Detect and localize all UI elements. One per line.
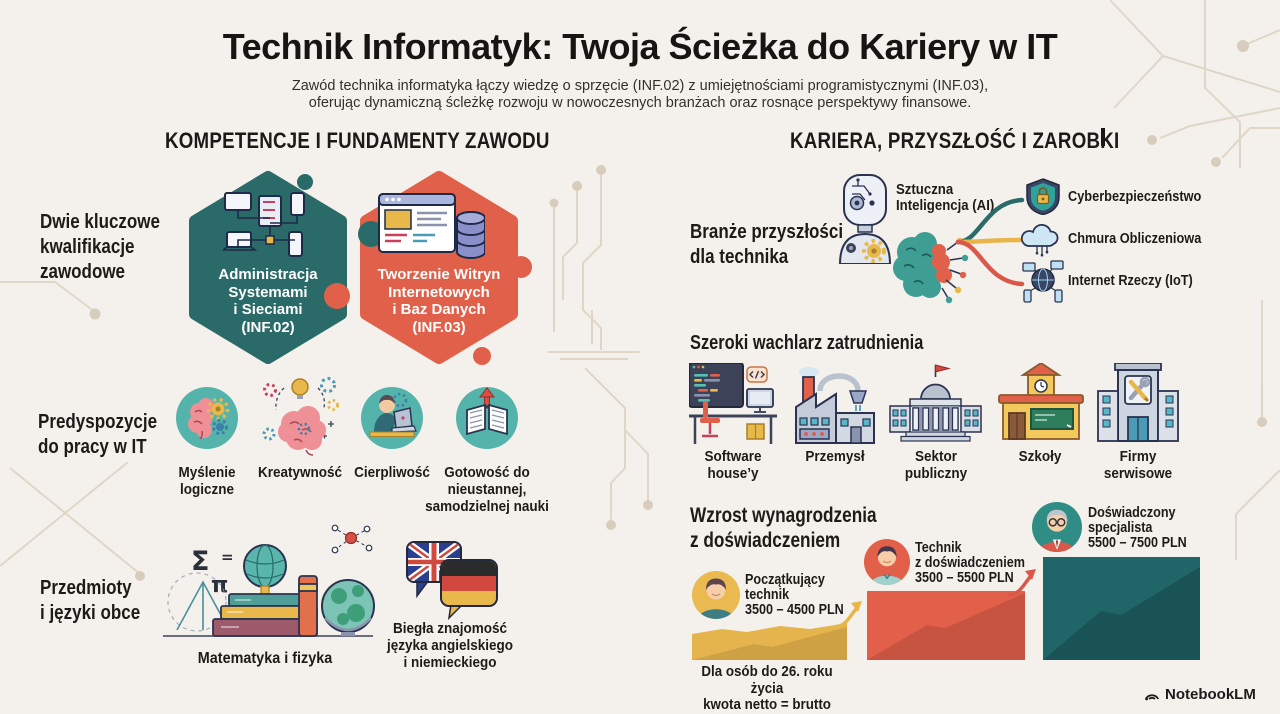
notebooklm-brand-text: NotebookLM	[1165, 686, 1256, 703]
predisposition-1-caption: Myślenie logiczne	[178, 464, 236, 498]
specialist-avatar	[1032, 502, 1082, 552]
patience-icon	[360, 386, 424, 450]
future-branches-label: Branże przyszłości dla technika	[690, 221, 844, 268]
salary-bar-experienced	[867, 591, 1025, 660]
salary-bar-junior	[692, 622, 847, 660]
svg-text:=: =	[221, 548, 234, 566]
self-learning-icon	[455, 386, 519, 450]
svg-text:Σ: Σ	[191, 546, 210, 577]
employment-3-caption: Sektor publiczny	[904, 448, 968, 482]
network-admin-icon	[223, 188, 313, 262]
service-company-icon	[1096, 363, 1180, 443]
logical-thinking-icon	[175, 386, 239, 450]
puzzle-qualifications	[185, 170, 540, 365]
shield-lock-icon	[1026, 178, 1060, 215]
salary-step-2-label: Technik z doświadczeniem 3500 – 5500 PLN	[915, 539, 1025, 586]
branch-cybersecurity-label: Cyberbezpieczeństwo	[1068, 189, 1202, 205]
languages-caption: Biegła znajomość języka angielskiego i niemieckiego	[386, 620, 514, 671]
ai-label: Sztuczna Inteligencja (AI)	[896, 181, 995, 214]
employment-5-caption: Firmy serwisowe	[1103, 448, 1173, 482]
web-database-icon	[377, 192, 485, 262]
employment-1-caption: Software house’y	[704, 448, 762, 482]
qualifications-label: Dwie kluczowe kwalifikacje zawodowe	[40, 211, 160, 283]
predisposition-2-caption: Kreatywność	[257, 464, 343, 481]
salary-step-3-label: Doświadczony specjalista 5500 – 7500 PLN	[1088, 504, 1187, 551]
qualification-inf02-label: Administracja Systemami i Sieciami (INF.02)	[218, 266, 318, 336]
predisposition-4-caption: Gotowość do nieustannej, samodzielnej nauki	[425, 464, 549, 515]
qualification-inf03-label: Tworzenie Witryn Internetowych i Baz Danych (INF.03)	[377, 266, 501, 336]
salary-bar-specialist	[1043, 557, 1200, 660]
branch-curves	[950, 180, 1030, 295]
software-house-icon	[689, 363, 777, 445]
math-physics-icon	[155, 522, 380, 650]
salary-step-1-label: Początkujący technik 3500 – 4500 PLN	[745, 571, 844, 618]
salary-footnote: Dla osób do 26. roku życia kwota netto = brutto	[701, 664, 833, 713]
experienced-avatar	[864, 538, 910, 586]
subtitle-line-1: Zawód technika informatyka łączy wiedzę o sprzęcie (INF.02) z umiejętnościami programistycznymi (INF.03),	[291, 78, 989, 94]
subtitle-line-2: oferując dynamiczną ścleżkę rozwoju w nowoczesnych branżach oraz rosnące perspektywy finansowe.	[308, 95, 972, 111]
factory-icon	[792, 363, 878, 445]
employment-header: Szeroki wachlarz zatrudnienia	[690, 332, 924, 354]
subjects-label: Przedmioty i języki obce	[40, 577, 141, 624]
branch-cloud-label: Chmura Obliczeniowa	[1068, 231, 1202, 247]
predispositions-label: Predyspozycje do pracy w IT	[38, 411, 158, 458]
public-sector-icon	[888, 363, 983, 443]
math-caption: Matematyka i fizyka	[197, 650, 333, 667]
page-title: Technik Informatyk: Twoja Ścieżka do Kariery w IT	[222, 26, 1058, 67]
robot-head-icon	[838, 172, 893, 264]
employment-2-caption: Przemysł	[805, 448, 865, 465]
notebooklm-logo-icon	[1143, 687, 1161, 702]
growth-arrow-1	[834, 599, 864, 629]
left-column-header: KOMPETENCJE I FUNDAMENTY ZAWODU	[165, 128, 550, 153]
employment-4-caption: Szkoły	[1018, 448, 1062, 465]
branch-iot-label: Internet Rzeczy (IoT)	[1068, 273, 1193, 289]
iot-network-icon	[1022, 259, 1064, 303]
cloud-icon	[1021, 221, 1063, 257]
creativity-icon	[258, 376, 342, 460]
growth-arrow-2	[1008, 567, 1038, 597]
predisposition-3-caption: Cierpliwość	[354, 464, 430, 481]
junior-avatar	[692, 571, 740, 619]
salary-header: Wzrost wynagrodzenia z doświadczeniem	[690, 504, 877, 552]
language-flags-icon	[405, 540, 500, 620]
school-icon	[997, 363, 1085, 443]
notebooklm-brand	[1143, 686, 1256, 703]
svg-text:π: π	[211, 573, 229, 598]
right-column-header: KARIERA, PRZYSZŁOŚĆ I ZAROBKI	[790, 128, 1120, 153]
